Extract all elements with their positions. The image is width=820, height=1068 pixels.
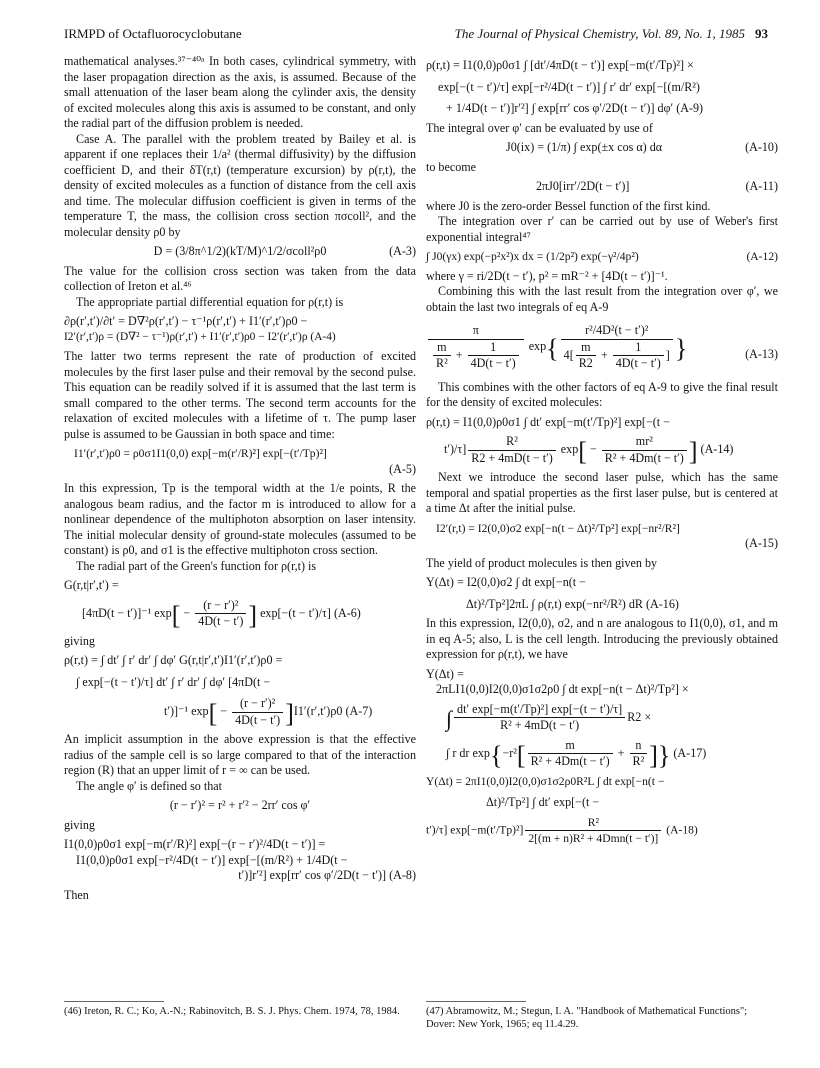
equation-number: (A-17): [673, 745, 707, 760]
equation-line: 2πLI1(0,0)I2(0,0)σ1σ2ρ0 ∫ dt exp[−n(t − Δt)²/Tp²] ×: [436, 682, 689, 696]
equation-line: [426, 101, 778, 117]
paragraph: Next we introduce the second laser pulse, which has the same temporal and spatial properties as the first laser pulse, but is centered at a time Δt after the initial pulse.: [426, 470, 778, 515]
equation-line: ∂ρ(r′,t′)/∂t′ = D∇²ρ(r′,t′) − τ⁻¹ρ(r′,t′) + I1′(r′,t′)ρ0 −: [64, 314, 308, 328]
equation-line: ρ(r,t) = ∫ dt′ ∫ r′ dr′ ∫ dφ′ G(r,t|r′,t′)I1′(r′,t′)ρ0 =: [64, 653, 283, 667]
numerator: m: [528, 738, 613, 755]
equation-line: [426, 815, 778, 847]
paragraph: An implicit assumption in the above expression is that the effective radius of the sample cell is so large compared to that of the interaction region (R) that an upper limit of r = ∞ can be used.: [64, 732, 416, 777]
equation-a9: [426, 58, 778, 117]
equation-body: exp[−(t − t′)/τ]: [260, 605, 331, 620]
bracket-open: [: [578, 436, 587, 466]
equation-line: Y(Δt) =: [426, 666, 464, 681]
paragraph: In this expression, I2(0,0), σ2, and n are analogous to I1(0,0), σ1, and m in eq A-5; also, L is the cell length. Introducing the previously obtained expression for ρ(r,t), we have: [426, 616, 778, 661]
equation-body: Δt)²/Tp²]2πL ∫ ρ(r,t) exp(−nr²/R²) dR: [466, 596, 643, 611]
equation-a17: [426, 667, 778, 770]
equation-body: I2′(r,t) = I2(0,0)σ2 exp[−n(t − Δt)²/Tp²] exp[−nr²/R²]: [436, 521, 680, 535]
numerator: n: [630, 738, 648, 755]
equation-number: (A-9): [676, 101, 704, 115]
equation-line: Y(Δt) = I2(0,0)σ2 ∫ dt exp[−n(t −: [426, 575, 586, 589]
bracket-open: [: [516, 740, 526, 770]
page-number: 93: [755, 26, 768, 41]
fraction: [195, 598, 246, 630]
equation-body: R2 ×: [627, 709, 652, 724]
equation-number: (A-11): [745, 179, 778, 193]
equation-number: (A-13): [745, 347, 778, 361]
equation-a18: [426, 774, 778, 847]
brace-open: {: [546, 334, 559, 364]
numerator: R²: [525, 815, 661, 832]
equation-line: exp[−(t − t′)/τ] exp[−r²/4D(t − t′)] ∫ r′ dr′ exp[−[(m/R²): [438, 79, 700, 94]
paragraph: to become: [426, 159, 477, 174]
equation-a16: [426, 575, 778, 612]
paragraph: Combining this with the last result from the integration over φ′, we obtain the last two integrals of eq A-9: [426, 284, 778, 314]
equation-body: t′)/τ]: [444, 441, 467, 456]
numerator: m: [576, 340, 596, 357]
equation-line: I1(0,0)ρ0σ1 exp[−r²/4D(t − t′)] exp[−[(m/R²) + 1/4D(t −: [76, 852, 348, 867]
brace-close: }: [657, 740, 671, 770]
fraction: [630, 738, 648, 770]
equation-number: (A-16): [646, 596, 679, 611]
numerator: 1: [613, 340, 664, 357]
right-column: [426, 54, 778, 851]
equation-body: exp: [560, 441, 579, 456]
equation-a8: [64, 837, 416, 884]
equation-body: ∫ J0(γx) exp(−p²x²)x dx = (1/2p²) exp(−γ²/4p²): [426, 250, 639, 263]
bracket-open: [: [171, 600, 181, 630]
numerator: R²: [468, 434, 555, 451]
denominator: R2: [578, 356, 593, 370]
equation-body: I1′(r′,t′)ρ0: [293, 703, 343, 718]
denominator: R² + 4mD(t − t′): [500, 718, 580, 732]
denominator: 4D(t − t′): [198, 614, 244, 628]
brace-open: {: [489, 740, 503, 770]
denominator: R² + 4Dm(t − t′): [604, 450, 684, 465]
numerator: mr²: [602, 434, 687, 451]
equation-number: (A-8): [389, 868, 416, 882]
journal-citation: [455, 26, 768, 42]
equation-a11: [426, 179, 778, 195]
journal-name: The Journal of Physical Chemistry, Vol. 89, No. 1, 1985: [454, 26, 745, 41]
denominator: 4D(t − t′): [235, 712, 281, 727]
equation-line: ∫ exp[−(t − t′)/τ] dt′ ∫ r′ dr′ ∫ dφ′ [4πD(t −: [76, 674, 271, 689]
numerator: π: [428, 323, 524, 340]
denominator: R²: [436, 356, 448, 370]
running-head: IRMPD of Octafluorocyclobutane: [64, 26, 242, 41]
paragraph-case-a: Case A. The parallel with the problem treated by Bailey et al. is apparent if one replaces their 1/a² (thermal diffusivity) by the diffusion coefficient D, and their δT(r,t) (temperature excursion) by ρ(r,t), the density of excited molecules as a function of distance from the cell axis and time. The molecular diffusion coefficient is given in terms of the temperature T, the mass, the collision cross section πσcoll², and the molecular density ρ0 by: [64, 131, 416, 239]
equation-body: D = (3/8π^1/2)(kT/M)^1/2/σcoll²ρ0: [153, 244, 327, 258]
equation-line: ρ(r,t) = I1(0,0)ρ0σ1 ∫ dt′ exp[−m(t′/Tp)²] exp[−(t −: [426, 414, 671, 429]
equation-body: + 1/4D(t − t′)]r′²] ∫ exp[rr′ cos φ′/2D(t − t′)] dφ′: [446, 101, 674, 115]
footnote-47: (47) Abramowitz, M.; Stegun, I. A. "Handbook of Mathematical Functions"; Dover: New York, 1965; eq 11.4.29.: [426, 1006, 748, 1030]
equation-angle: (r − r′)² = r² + r′² − 2rr′ cos φ′: [169, 798, 311, 812]
paragraph: giving: [64, 817, 95, 832]
denominator: R² + 4Dm(t − t′): [530, 754, 610, 768]
fraction: [454, 702, 625, 734]
equation-a12: [426, 249, 778, 265]
paragraph: This combines with the other factors of eq A-9 to give the final result for the density of excited molecules:: [426, 379, 778, 409]
equation-a15: [426, 521, 778, 552]
equation-number: (A-12): [746, 250, 778, 263]
equation-a6: [64, 578, 416, 630]
denominator: R²: [632, 754, 645, 768]
equation-number: (A-7): [345, 703, 373, 718]
equation-number: (A-5): [389, 461, 416, 476]
numerator: r²/4D²(t − t′)²: [561, 323, 673, 340]
equation-body: t′)/τ] exp[−m(t′/Tp)²]: [426, 823, 524, 837]
fraction: [528, 738, 613, 770]
equation-line: [4πD(t − t′)]⁻¹ exp[ − $\frac{\text{(r − r′)²}}{4D(t - t')}$ ] exp[−(t − t′)/τ] (A-6): [82, 597, 361, 630]
paragraph: The integration over r′ can be carried out by use of Weber's first exponential integral⁴⁷: [426, 214, 778, 244]
equation-line: t′)]⁻¹ exp[ − $\frac{\text{(r − r′)²}}{4D(t - t')}$ ]I1′(r′,t′)ρ0 (A-7): [164, 696, 373, 728]
left-column: [64, 54, 416, 903]
bracket-close: ]: [285, 698, 294, 728]
bracket-close: ]: [248, 600, 258, 630]
equation-line: Y(Δt) = 2πI1(0,0)I2(0,0)σ1σ2ρ0R²L ∫ dt exp[−n(t −: [426, 774, 665, 788]
equation-number: (A-15): [745, 536, 778, 550]
fraction: [428, 323, 524, 372]
fraction: [613, 340, 664, 372]
equation-number: (A-18): [666, 823, 698, 837]
equation-body: [4πD(t − t′)]⁻¹ exp: [82, 605, 172, 620]
denominator: 4D(t − t′): [470, 356, 516, 370]
equation-number: (A-3): [389, 244, 416, 258]
equation-line: [426, 597, 778, 613]
equation-body: t′)]⁻¹ exp: [164, 703, 209, 718]
equation-a3: [64, 244, 416, 260]
equation-number: (A-4): [310, 330, 336, 343]
equation-body: exp: [528, 339, 547, 354]
equation-line: [64, 330, 416, 346]
equation-a10: [426, 140, 778, 156]
paragraph: In this expression, Tp is the temporal width at the 1/e points, R the analogous beam radius, and the factor m is introduced to allow for a nonlinear dependence of the multiphoton absorption on laser intensity. The initial molecular density of ground-state molecules (assumed to be constant) is ρ0, and σ1 is the effective multiphoton cross section.: [64, 481, 416, 557]
paragraph: The yield of product molecules is then given by: [426, 555, 658, 570]
paragraph: The value for the collision cross section was taken from the data collection of Ireton et al.⁴⁶: [64, 263, 416, 293]
fraction: [561, 323, 673, 372]
equation-a13: [426, 323, 778, 372]
equation-line: t′)/τ] $\frac{\text{R²}}{R2 + 4mD(t - t')}$ exp[ − $\frac{\text{mr²}}{\text{R² + 4Dm(t − t′)}}$ ] (A-14): [444, 434, 734, 466]
denominator: 4[ $\frac{m}{R2}$ + $\frac{1}{4D(t - t')}$ ]: [563, 339, 670, 370]
brace-close: }: [674, 334, 688, 364]
numerator: dt′ exp[−m(t′/Tp)²] exp[−(t − t′)/τ]: [454, 702, 625, 719]
equation-line: [64, 868, 416, 884]
equation-line: ρ(r,t) = I1(0,0)ρ0σ1 ∫ [dt′/4πD(t − t′)] exp[−m(t′/Tp)²] ×: [426, 58, 694, 72]
equation-body: I1′(r′,t′)ρ0 = ρ0σ1I1(0,0) exp[−m(r′/R)²] exp[−(t′/Tp)²]: [74, 447, 327, 460]
numerator: m: [433, 340, 451, 357]
denominator: 4D(t − t′): [615, 356, 661, 370]
fraction: [232, 696, 283, 728]
equation-line: [426, 702, 778, 734]
equation-body: t′)]r′²] exp[rr′ cos φ′/2D(t − t′)]: [238, 868, 387, 882]
fraction: [433, 340, 451, 372]
equation-body: ∫ r dr exp: [446, 745, 490, 760]
equation-a7: [64, 653, 416, 728]
denominator: 2[(m + n)R² + 4Dmn(t − t′)]: [528, 832, 659, 845]
equation-number: (A-14): [700, 441, 734, 456]
paragraph: where γ = ri/2D(t − t′), p² = mR⁻² + [4D(t − t′)]⁻¹.: [426, 268, 668, 283]
equation-number: (A-6): [333, 605, 361, 620]
paragraph: mathematical analyses.³⁷⁻⁴⁰ᵃ In both cases, cylindrical symmetry, with the laser propagation direction as the axis, is assumed. Because of the small attenuation of the laser beam along the cylinder axis, the density of excited molecules along this axis is assumed to be constant, and only the radial part of the diffusion problem is needed.: [64, 54, 416, 130]
paragraph: The latter two terms represent the rate of production of excited molecules by the first laser pulse and their removal by the second pulse. This equation can be readily solved if it is assumed that the last term is small compared to the other terms. The second term accounts for the relaxation of excited molecules with a lifetime of τ. The pump laser pulse is assumed to be Gaussian in both space and time:: [64, 349, 416, 441]
denominator: R2 + 4mD(t − t′): [471, 450, 553, 465]
equation-number: (A-10): [745, 140, 778, 154]
equation-line: I1(0,0)ρ0σ1 exp[−m(r′/R)²] exp[−(r − r′)²/4D(t − t′)] =: [64, 837, 326, 851]
numerator: (r − r′)²: [232, 696, 283, 713]
equation-body: 4: [563, 347, 570, 362]
footnote-46: (46) Ireton, R. C.; Ko, A.-N.; Rabinovitch, B. S. J. Phys. Chem. 1974, 78, 1984.: [64, 1006, 400, 1017]
fraction: [468, 434, 555, 466]
equation-body: J0(ix) = (1/π) ∫ exp(±x cos α) dα: [506, 140, 663, 154]
paragraph: where J0 is the zero-order Bessel function of the first kind.: [426, 198, 711, 213]
equation-body: I2′(r′,t′)ρ = (D∇² − τ⁻¹)ρ(r′,t′) + I1′(r′,t′)ρ0 − I2′(r′,t′)ρ: [64, 330, 308, 343]
paragraph: giving: [64, 633, 95, 648]
fraction: [602, 434, 687, 466]
bracket-close: ]: [688, 436, 698, 466]
bracket-open: [: [208, 698, 218, 728]
integral-sign: ∫: [446, 705, 453, 731]
equation-a5: [64, 446, 416, 477]
footnote-rule: [426, 1001, 526, 1002]
paragraph: The angle φ′ is defined so that: [76, 778, 222, 793]
equation-line: G(r,t|r′,t′) =: [64, 578, 119, 592]
paragraph: The radial part of the Green's function for ρ(r,t) is: [76, 558, 317, 573]
fraction: [525, 815, 661, 847]
paragraph: Then: [64, 887, 89, 902]
numerator: 1: [468, 340, 519, 357]
fraction: [576, 340, 596, 372]
denominator: $\frac{m}{\text{R²}}$ + $\frac{1}{4D(t - t')}$: [428, 340, 524, 372]
equation-line: Δt)²/Tp²] ∫ dt′ exp[−(t −: [486, 795, 600, 809]
equation-a14: [426, 415, 778, 467]
numerator: (r − r′)²: [195, 598, 246, 615]
equation-body: 2πJ0[irr′/2D(t − t′)]: [536, 179, 630, 193]
footnote-rule: [64, 1001, 164, 1002]
fraction: [468, 340, 519, 372]
paragraph: The appropriate partial differential equation for ρ(r,t) is: [76, 294, 344, 309]
bracket-close: ]: [649, 740, 658, 770]
equation-line: ∫ r dr exp{−r²[ $\frac{m}{\text{R² + 4Dm(t − t′)}}$ + $\frac{n}{\text{R²}}$ ]} (A-17): [446, 737, 707, 770]
equation-a4: [64, 314, 416, 345]
paragraph: The integral over φ′ can be evaluated by use of: [426, 120, 653, 135]
